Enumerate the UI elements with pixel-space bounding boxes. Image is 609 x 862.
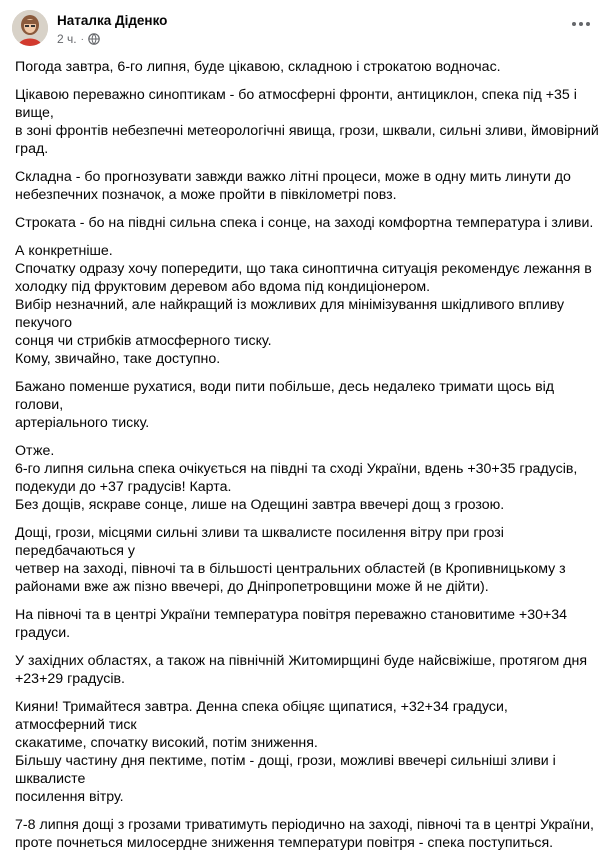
more-options-icon[interactable] bbox=[567, 14, 595, 34]
paragraph: Погода завтра, 6-го липня, буде цікавою, складною і строкатою водночас. bbox=[15, 59, 501, 75]
post-time[interactable]: 2 ч. bbox=[57, 32, 77, 46]
post-meta bbox=[57, 32, 100, 46]
paragraph: У західних областях, а також на північній Житомирщині буде найсвіжіше, протягом дня +23+29 градусів. bbox=[15, 653, 588, 687]
more-dot bbox=[572, 22, 576, 26]
post-header bbox=[12, 10, 597, 50]
paragraph: Кияни! Тримайтеся завтра. Денна спека обіцяє щипатися, +32+34 градуси, атмосферний тиск скакатиме, спочатку високий, потім зниження. Більшу частину дня пектиме, потім - дощі, грози, можливі ввечері сильніші зливи і шквалисте посилення вітру. bbox=[15, 699, 556, 805]
avatar-image bbox=[12, 10, 48, 46]
paragraph: Дощі, грози, місцями сильні зливи та шквалисте посилення вітру при грозі передбачаються у четвер на заході, півночі та в більшості центральних областей (в Кропивницькому з районами вже аж пізно ввечері, до Дніпропетровщини може й не дійти). bbox=[15, 525, 566, 595]
separator-dot: · bbox=[80, 33, 84, 45]
globe-icon[interactable] bbox=[88, 33, 100, 45]
paragraph: На півночі та в центрі України температура повітря переважно становитиме +30+34 градуси. bbox=[15, 607, 568, 641]
paragraph: А конкретніше. Спочатку одразу хочу попередити, що така синоптична ситуація рекомендує лежання в холодку під фруктовим деревом або вдома під кондиціонером. Вибір незначний, але найкращий із можливих для мінімізування шкідливого впливу пекучого сонця чи стрибків атмосферного тиску. Кому, звичайно, таке доступно. bbox=[15, 243, 592, 367]
avatar[interactable] bbox=[12, 10, 48, 46]
author-name[interactable]: Наталка Діденко bbox=[57, 13, 168, 28]
more-dot bbox=[579, 22, 583, 26]
post-text bbox=[15, 58, 599, 862]
paragraph: Отже. 6-го липня сильна спека очікується на півдні та сході України, вдень +30+35 градусів, подекуди до +37 градусів! Карта. Без дощів, яскраве сонце, лише на Одещині завтра ввечері дощ з грозою. bbox=[15, 443, 578, 513]
paragraph: Складна - бо прогнозувати завжди важко літні процеси, може в одну мить линути до небезпечних позначок, а може пройти в півкілометрі повз. bbox=[15, 169, 571, 203]
paragraph: Цікавою переважно синоптикам - бо атмосферні фронти, антициклон, спека під +35 і вище, в зоні фронтів небезпечні метеорологічні явища, грози, шквали, сильні зливи, ймовірний град. bbox=[15, 87, 599, 157]
more-dot bbox=[586, 22, 590, 26]
paragraph: 7-8 липня дощі з грозами триватимуть періодично на заході, півночі та в центрі України, проте почнеться милосердне зниження температури повітря - спека поступиться. bbox=[15, 817, 594, 851]
paragraph: Бажано поменше рухатися, води пити побільше, десь недалеко тримати щось від голови, артеріального тиску. bbox=[15, 379, 555, 431]
paragraph: Строката - бо на півдні сильна спека і сонце, на заході комфортна температура і зливи. bbox=[15, 215, 594, 231]
